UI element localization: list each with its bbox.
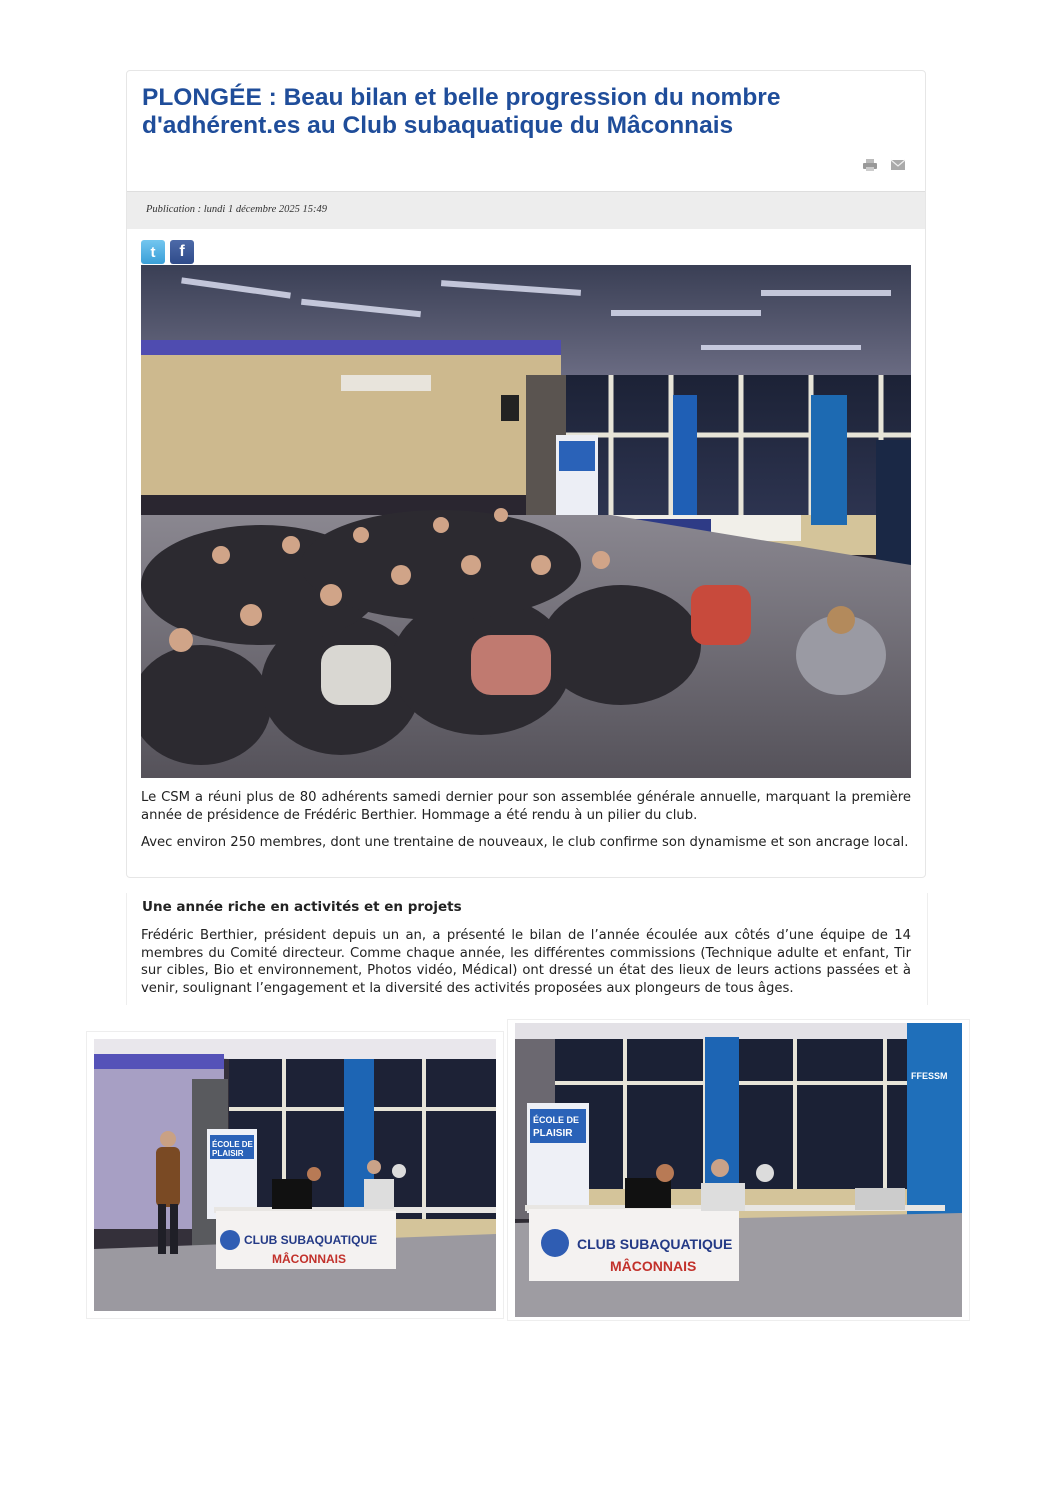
club-banner-line2: MÂCONNAIS bbox=[272, 1252, 346, 1266]
ffessm-text: FFESSM bbox=[911, 1071, 948, 1081]
ecole-plaisir-text: ÉCOLE DE bbox=[212, 1140, 253, 1149]
gallery-photo-panel[interactable] bbox=[515, 1023, 962, 1317]
social-share bbox=[141, 240, 194, 264]
club-banner-line1: CLUB SUBAQUATIQUE bbox=[244, 1233, 378, 1247]
article-title: PLONGÉE : Beau bilan et belle progression du nombre d'adhérent.es au Club subaquatique du Mâconnais bbox=[142, 84, 781, 139]
club-banner-line2: MÂCONNAIS bbox=[610, 1258, 697, 1274]
facebook-icon[interactable] bbox=[170, 240, 194, 264]
section-heading: Une année riche en activités et en projets bbox=[142, 899, 462, 915]
section-body: Frédéric Berthier, président depuis un an, a présenté le bilan de l’année écoulée aux côtés d’une équipe de 14 membres du Comité directeur. Comme chaque année, les différentes commissions (Technique adulte et enfant, Tir sur cibles, Bio et environnement, Photos vidéo, Médical) ont dressé un état des lieux de leurs actions passées et à venir, soulignant l’engagement et la diversité des activités proposées aux plongeurs de tous âges. bbox=[141, 928, 911, 996]
ecole-plaisir-text: PLAISIR bbox=[212, 1149, 244, 1158]
email-icon[interactable] bbox=[890, 158, 906, 172]
ecole-plaisir-text: PLAISIR bbox=[533, 1128, 573, 1139]
gallery-photo-speaker[interactable] bbox=[94, 1039, 496, 1311]
twitter-icon[interactable] bbox=[141, 240, 165, 264]
facebook-glyph: f bbox=[179, 243, 185, 260]
article-tools bbox=[862, 158, 906, 172]
article-paragraph: Le CSM a réuni plus de 80 adhérents samedi dernier pour son assemblée générale annuelle, marquant la première année de présidence de Frédéric Berthier. Hommage a été rendu à un pilier du club. bbox=[141, 790, 911, 823]
publication-bar bbox=[127, 191, 925, 229]
main-photo bbox=[141, 265, 911, 778]
article-paragraph: Avec environ 250 membres, dont une trentaine de nouveaux, le club confirme son dynamisme et son ancrage local. bbox=[141, 835, 909, 850]
twitter-glyph: t bbox=[150, 243, 156, 261]
publication-date: Publication : lundi 1 décembre 2025 15:49 bbox=[146, 204, 327, 215]
ecole-plaisir-text: ÉCOLE DE bbox=[533, 1115, 580, 1125]
club-banner-line1: CLUB SUBAQUATIQUE bbox=[577, 1236, 733, 1252]
print-icon[interactable] bbox=[862, 158, 878, 172]
